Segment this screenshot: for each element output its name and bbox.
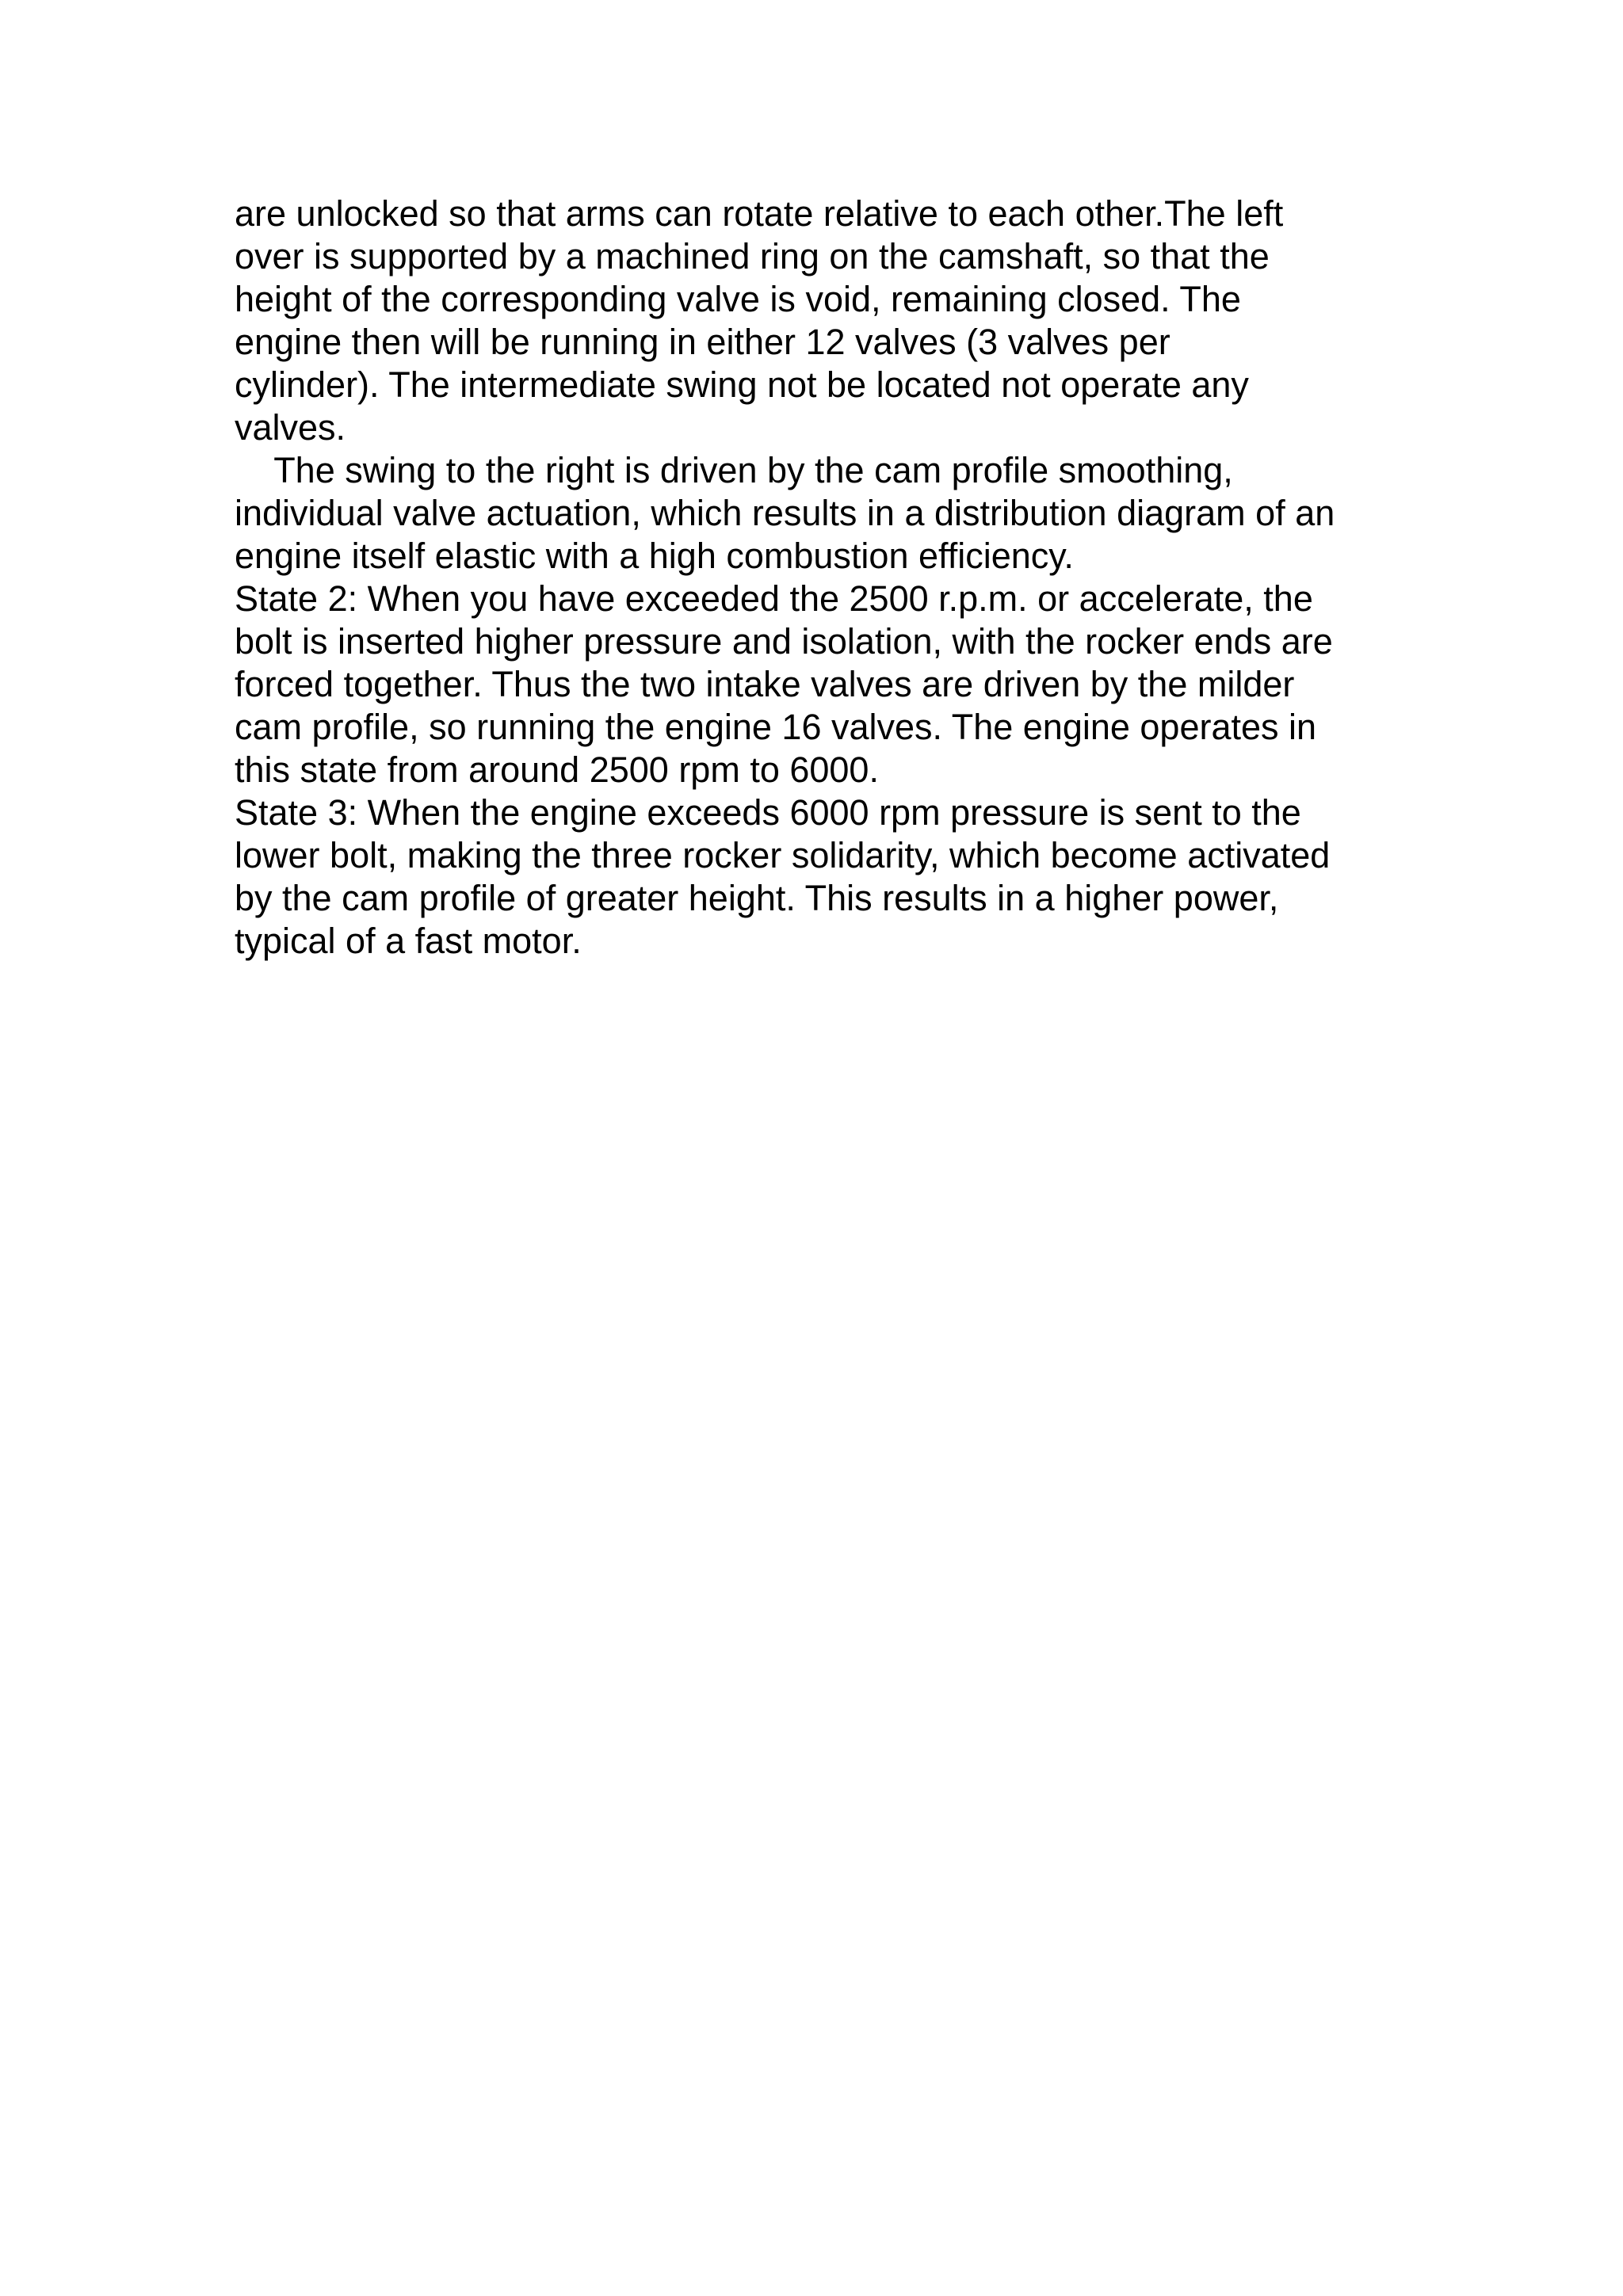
- text-line: engine itself elastic with a high combustion efficiency.: [235, 536, 1074, 576]
- text-line: typical of a fast motor.: [235, 921, 582, 961]
- text-line: this state from around 2500 rpm to 6000.: [235, 749, 879, 790]
- text-line: over is supported by a machined ring on the camshaft, so that the: [235, 236, 1270, 277]
- text-line: by the cam profile of greater height. This results in a higher power,: [235, 878, 1279, 918]
- text-line: height of the corresponding valve is void, remaining closed. The: [235, 279, 1241, 319]
- text-line: lower bolt, making the three rocker solidarity, which become activated: [235, 835, 1331, 875]
- text-line: forced together. Thus the two intake valves are driven by the milder: [235, 664, 1295, 704]
- text-line: individual valve actuation, which results in a distribution diagram of an: [235, 493, 1335, 533]
- text-line: cylinder). The intermediate swing not be located not operate any: [235, 364, 1249, 405]
- text-line: cam profile, so running the engine 16 valves. The engine operates in: [235, 707, 1317, 747]
- text-line: are unlocked so that arms can rotate relative to each other.The left: [235, 193, 1284, 234]
- text-line: engine then will be running in either 12 valves (3 valves per: [235, 322, 1170, 362]
- body-text: [235, 193, 1407, 963]
- text-line: State 2: When you have exceeded the 2500 r.p.m. or accelerate, the: [235, 578, 1313, 619]
- text-line: valves.: [235, 407, 346, 448]
- text-line: bolt is inserted higher pressure and isolation, with the rocker ends are: [235, 621, 1333, 662]
- text-line: State 3: When the engine exceeds 6000 rpm pressure is sent to the: [235, 792, 1301, 833]
- text-line: The swing to the right is driven by the cam profile smoothing,: [235, 450, 1233, 490]
